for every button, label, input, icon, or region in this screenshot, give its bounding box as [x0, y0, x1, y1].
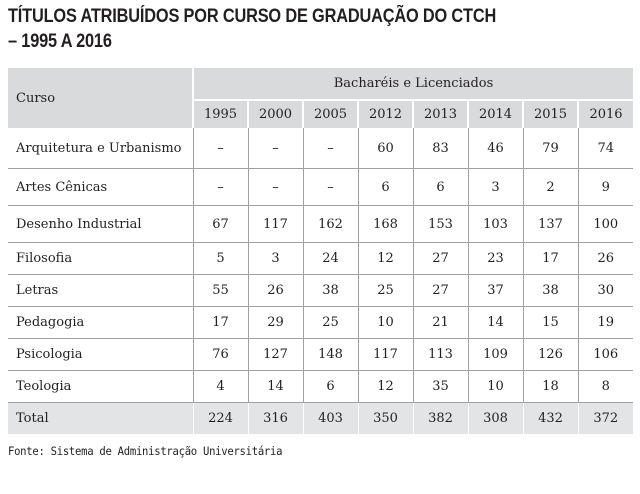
total-row: [8, 403, 633, 435]
table-cell: 67: [193, 206, 248, 243]
table-row: [8, 339, 633, 371]
course-name: Desenho Industrial: [8, 206, 193, 243]
table-cell: 12: [358, 371, 413, 403]
course-name: Letras: [8, 275, 193, 307]
table-cell: 6: [413, 169, 468, 206]
table-cell: 106: [578, 339, 633, 371]
table-cell: 60: [358, 128, 413, 169]
table-cell: 14: [248, 371, 303, 403]
table-cell: 162: [303, 206, 358, 243]
table-cell: 79: [523, 128, 578, 169]
table-cell: 127: [248, 339, 303, 371]
table-cell: –: [303, 169, 358, 206]
table-cell: 10: [468, 371, 523, 403]
year-header: 2000: [248, 100, 303, 128]
table-cell: 10: [358, 307, 413, 339]
table-cell: 37: [468, 275, 523, 307]
table-cell: 103: [468, 206, 523, 243]
table-cell: 153: [413, 206, 468, 243]
table-cell: 38: [303, 275, 358, 307]
table-cell: –: [193, 128, 248, 169]
table-cell: 6: [358, 169, 413, 206]
total-cell: 224: [193, 403, 248, 435]
table-cell: 100: [578, 206, 633, 243]
group-column-header: Bacharéis e Licenciados: [193, 68, 633, 100]
course-column-header: Curso: [8, 68, 193, 128]
year-header: 2012: [358, 100, 413, 128]
table-cell: 30: [578, 275, 633, 307]
table-row: [8, 243, 633, 275]
table-row: [8, 371, 633, 403]
table-cell: 26: [578, 243, 633, 275]
table-row: [8, 307, 633, 339]
total-cell: 350: [358, 403, 413, 435]
table-cell: –: [248, 128, 303, 169]
table-row: [8, 275, 633, 307]
course-name: Teologia: [8, 371, 193, 403]
table-cell: 46: [468, 128, 523, 169]
table-body: [8, 128, 633, 434]
table-cell: 29: [248, 307, 303, 339]
table-cell: 14: [468, 307, 523, 339]
course-name: Arquitetura e Urbanismo: [8, 128, 193, 169]
page-title: [8, 4, 541, 54]
table-cell: 148: [303, 339, 358, 371]
total-cell: 382: [413, 403, 468, 435]
table-header: [8, 68, 633, 128]
table-cell: 12: [358, 243, 413, 275]
table-cell: 24: [303, 243, 358, 275]
table-cell: 55: [193, 275, 248, 307]
titles-table: [8, 68, 633, 434]
table-cell: 3: [468, 169, 523, 206]
table-cell: 5: [193, 243, 248, 275]
table-cell: 109: [468, 339, 523, 371]
table-cell: 15: [523, 307, 578, 339]
table-cell: –: [248, 169, 303, 206]
course-name: Pedagogia: [8, 307, 193, 339]
title-line-1: TÍTULOS ATRIBUÍDOS POR CURSO DE GRADUAÇÃO DO CTCH: [8, 6, 497, 27]
table-cell: 38: [523, 275, 578, 307]
table-cell: 117: [248, 206, 303, 243]
table-cell: 8: [578, 371, 633, 403]
total-cell: 432: [523, 403, 578, 435]
table-cell: 26: [248, 275, 303, 307]
table-cell: 27: [413, 243, 468, 275]
table-cell: 137: [523, 206, 578, 243]
total-cell: 308: [468, 403, 523, 435]
table-cell: 6: [303, 371, 358, 403]
table-row: [8, 206, 633, 243]
table-cell: 18: [523, 371, 578, 403]
year-header: 2005: [303, 100, 358, 128]
table-cell: 21: [413, 307, 468, 339]
table-cell: 126: [523, 339, 578, 371]
total-cell: 403: [303, 403, 358, 435]
total-cell: 372: [578, 403, 633, 435]
course-name: Psicologia: [8, 339, 193, 371]
table-cell: 168: [358, 206, 413, 243]
title-line-2: – 1995 A 2016: [8, 31, 112, 52]
table-cell: 113: [413, 339, 468, 371]
table-cell: 2: [523, 169, 578, 206]
table-cell: 9: [578, 169, 633, 206]
year-header: 2016: [578, 100, 633, 128]
year-header: 2013: [413, 100, 468, 128]
table-cell: 25: [303, 307, 358, 339]
course-name: Artes Cênicas: [8, 169, 193, 206]
table-cell: –: [193, 169, 248, 206]
course-name: Filosofia: [8, 243, 193, 275]
table-cell: 35: [413, 371, 468, 403]
year-header: 1995: [193, 100, 248, 128]
table-cell: 4: [193, 371, 248, 403]
source-note: Fonte: Sistema de Administração Universitária: [8, 444, 283, 458]
table-cell: –: [303, 128, 358, 169]
table-row: [8, 128, 633, 169]
table-cell: 17: [193, 307, 248, 339]
total-cell: 316: [248, 403, 303, 435]
table-row: [8, 169, 633, 206]
table-cell: 76: [193, 339, 248, 371]
year-header: 2015: [523, 100, 578, 128]
table-cell: 117: [358, 339, 413, 371]
total-label: Total: [8, 403, 193, 435]
year-header: 2014: [468, 100, 523, 128]
table-cell: 17: [523, 243, 578, 275]
table-cell: 83: [413, 128, 468, 169]
table-cell: 74: [578, 128, 633, 169]
table-cell: 3: [248, 243, 303, 275]
table-cell: 27: [413, 275, 468, 307]
table-cell: 25: [358, 275, 413, 307]
table-cell: 23: [468, 243, 523, 275]
table-cell: 19: [578, 307, 633, 339]
